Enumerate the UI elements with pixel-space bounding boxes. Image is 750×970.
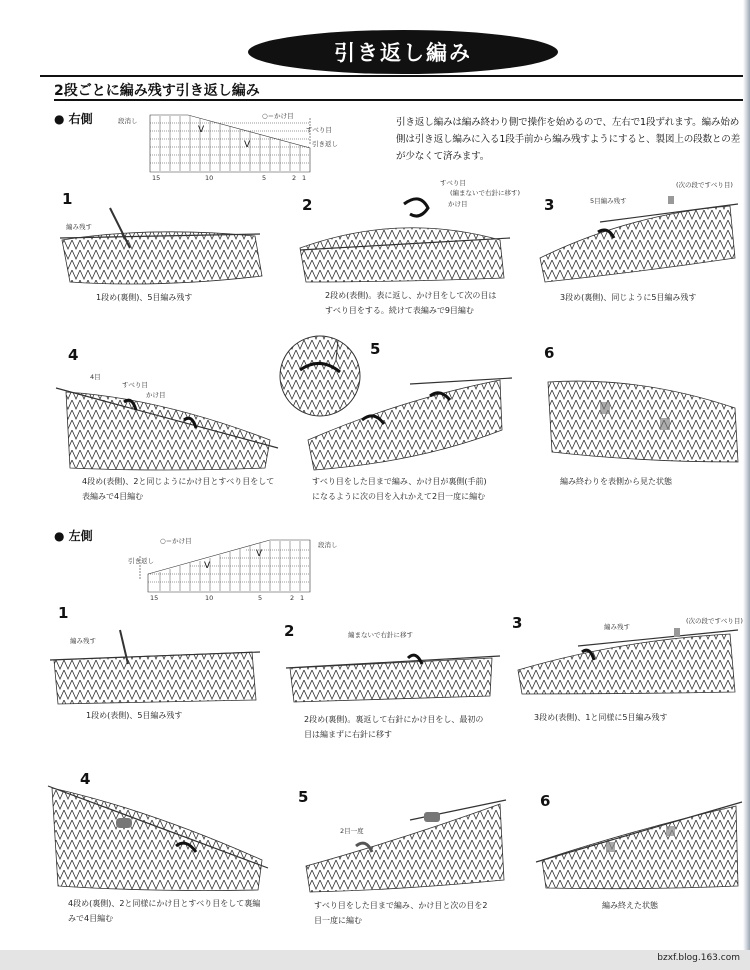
bullet-icon: ● (54, 529, 65, 543)
chart-label-slip-row: 段消し (118, 117, 138, 125)
chart-label-edge: 引き返し (312, 140, 338, 148)
step-number: 3 (512, 614, 523, 632)
chart-tick: 1 (302, 174, 307, 182)
step-caption: 3段め(表側)、1と同様に5目編み残す (534, 713, 668, 722)
page-title: 引き返し編み (334, 41, 472, 65)
chart-label-yo: ○＝かけ目 (160, 537, 192, 545)
step-label: すべり目 (440, 179, 466, 187)
site-watermark: bzxf.blog.163.com (657, 953, 740, 963)
step-label: (編まないで右針に移す) (450, 189, 521, 197)
chart-tick: 2 (290, 594, 295, 602)
intro-paragraph: 引き返し編みは編み終わり側で操作を始めるので、左右で1段ずれます。編み始め側は引き返し編みに入る1段手前から編み残すようにすると、製図上の段数との差が少なくて済みます。 (396, 117, 741, 162)
step-label: すべり目 (122, 381, 148, 389)
footer-bar (0, 950, 750, 970)
svg-text:V: V (256, 549, 263, 559)
step-caption: 1段め(裏側)、5目編み残す (96, 293, 193, 302)
step-number: 2 (302, 196, 313, 214)
step-caption: 2段め(裏側)。裏返して右針にかけ目をし、最初の目は編まずに右針に移す (304, 715, 484, 739)
step-label: (次の段ですべり目) (686, 617, 743, 625)
chart-label-edge: 引き返し (128, 557, 154, 565)
chart-tick: 10 (205, 174, 214, 182)
chart-tick: 5 (258, 594, 263, 602)
chart-label-slip-row: 段消し (318, 541, 338, 549)
left-side-heading: ● 左側 (54, 529, 93, 543)
step-label: かけ目 (448, 200, 468, 208)
svg-text:V: V (244, 140, 251, 150)
chart-label-slip: すべり目 (306, 126, 332, 134)
bullet-icon: ● (54, 112, 65, 126)
chart-tick: 10 (205, 594, 214, 602)
step-caption: 4段め(裏側)、2と同様にかけ目とすべり目をして裏編みで4目編む (68, 899, 261, 923)
step-number: 2 (284, 622, 295, 640)
step-number: 5 (370, 340, 381, 358)
svg-text:V: V (204, 561, 211, 571)
step-label: 5目編み残す (590, 197, 627, 205)
step-label: 編まないで右針に移す (348, 631, 413, 639)
step-number: 3 (544, 196, 555, 214)
step-label: 4目 (90, 373, 101, 381)
step-caption: 3段め(裏側)、同じように5目編み残す (560, 293, 697, 302)
svg-text:V: V (198, 125, 205, 135)
step-label: 編み残す (66, 223, 92, 231)
step-number: 1 (62, 190, 73, 208)
step-number: 6 (540, 792, 551, 810)
chart-tick: 15 (150, 594, 159, 602)
step-label: (次の段ですべり目) (676, 181, 733, 189)
step-number: 1 (58, 604, 69, 622)
step-label: かけ目 (146, 391, 166, 399)
chart-label-yo: ○＝かけ目 (262, 112, 294, 120)
chart-tick: 2 (292, 174, 297, 182)
step-number: 4 (68, 346, 79, 364)
step-caption: 1段め(表側)、5目編み残す (86, 711, 183, 720)
right-side-heading: ● 右側 (54, 112, 93, 126)
step-caption: 2段め(表側)。表に返し、かけ目をして次の目はすべり目をする。続けて表編みで9目編む (325, 291, 497, 315)
step-number: 5 (298, 788, 309, 806)
chart-tick: 5 (262, 174, 267, 182)
step-label: 編み残す (70, 637, 96, 645)
step-caption: 4段め(表側)、2と同じようにかけ目とすべり目をして表編みで4目編む (82, 477, 275, 501)
chart-tick: 15 (152, 174, 161, 182)
step-caption: すべり目をした目まで編み、かけ目が裏側(手前)になるように次の目を入れかえて2目一度に編む (312, 477, 487, 501)
step-number: 4 (80, 770, 91, 788)
step-number: 6 (544, 344, 555, 362)
section-subtitle: 2段ごとに編み残す引き返し編み (54, 83, 260, 99)
chart-tick: 1 (300, 594, 305, 602)
page-edge-shadow (743, 0, 750, 950)
step-caption: 編み終えた状態 (602, 901, 658, 910)
step-label: 2目一度 (340, 827, 364, 835)
step-caption: 編み終わりを表側から見た状態 (560, 477, 672, 486)
step-label: 編み残す (604, 623, 630, 631)
step-caption: すべり目をした目まで編み、かけ目と次の目を2目一度に編む (314, 901, 488, 925)
